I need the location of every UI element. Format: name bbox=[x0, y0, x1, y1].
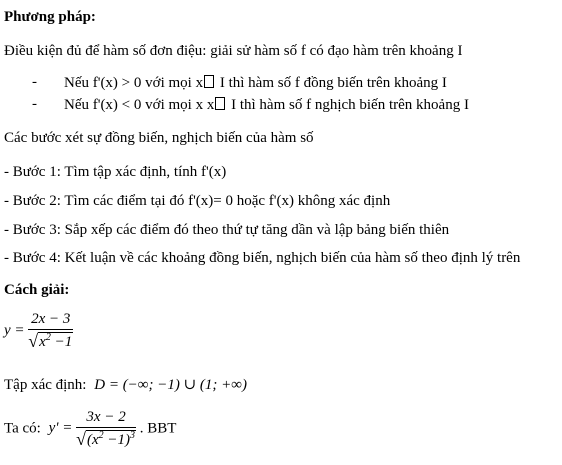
radical-icon: √ bbox=[76, 429, 86, 449]
bullet-increasing bbox=[64, 75, 447, 91]
function-lhs: y = bbox=[4, 322, 25, 339]
bullet-decreasing-pre: Nếu f'(x) < 0 với mọi x x bbox=[64, 97, 215, 113]
derivative-den-inner: (x bbox=[87, 432, 99, 448]
function-den-base: x bbox=[39, 334, 46, 350]
derivative-label: Ta có: bbox=[4, 420, 41, 437]
derivative-numerator: 3x − 2 bbox=[76, 410, 136, 428]
bullet-dash: - bbox=[32, 74, 37, 90]
bullet-dash: - bbox=[32, 96, 37, 112]
bullet-decreasing-post: I thì hàm số f nghịch biến trên khoảng I bbox=[227, 97, 469, 113]
bullet-decreasing bbox=[64, 97, 469, 113]
function-numerator: 2x − 3 bbox=[28, 312, 73, 330]
step-2: - Bước 2: Tìm các điểm tại đó f'(x)= 0 hoặc f'(x) không xác định bbox=[4, 193, 391, 209]
function-den-exp: 2 bbox=[45, 332, 51, 343]
domain-line bbox=[4, 378, 247, 393]
function-den-tail: −1 bbox=[50, 334, 73, 350]
derivative-fraction bbox=[76, 410, 136, 448]
condition-line: Điều kiện đủ để hàm số đơn điệu: giải sử hàm số f có đạo hàm trên khoảng I bbox=[4, 43, 463, 59]
step-3: - Bước 3: Sắp xếp các điểm đó theo thứ tự tăng dần và lập bảng biến thiên bbox=[4, 222, 450, 238]
steps-intro: Các bước xét sự đồng biến, nghịch biến của hàm số bbox=[4, 130, 314, 146]
domain-label: Tập xác định: bbox=[4, 377, 87, 393]
bullet-increasing-post: I thì hàm số f đồng biến trên khoảng I bbox=[216, 75, 447, 91]
derivative-den-outer-exp: 3 bbox=[130, 430, 136, 441]
step-1: - Bước 1: Tìm tập xác định, tính f'(x) bbox=[4, 164, 227, 180]
radical-icon: √ bbox=[28, 331, 39, 351]
missing-glyph-icon bbox=[215, 97, 225, 110]
domain-expression: D = (−∞; −1) ∪ (1; +∞) bbox=[94, 377, 247, 393]
function-fraction bbox=[28, 312, 73, 350]
function-denominator bbox=[28, 330, 73, 350]
step-4: - Bước 4: Kết luận về các khoảng đồng biến, nghịch biến của hàm số theo định lý trên bbox=[4, 250, 521, 266]
function-formula bbox=[4, 312, 73, 350]
solution-heading: Cách giải: bbox=[4, 282, 70, 298]
derivative-den-exp: 2 bbox=[98, 430, 104, 441]
derivative-denominator bbox=[76, 428, 136, 448]
bullet-increasing-pre: Nếu f'(x) > 0 với mọi x bbox=[64, 75, 204, 91]
method-heading: Phương pháp: bbox=[4, 9, 96, 25]
derivative-den-close: −1) bbox=[103, 432, 131, 448]
missing-glyph-icon bbox=[204, 75, 214, 88]
derivative-formula bbox=[4, 410, 176, 448]
derivative-lhs: y' = bbox=[48, 420, 73, 437]
derivative-tail: . BBT bbox=[139, 420, 177, 437]
